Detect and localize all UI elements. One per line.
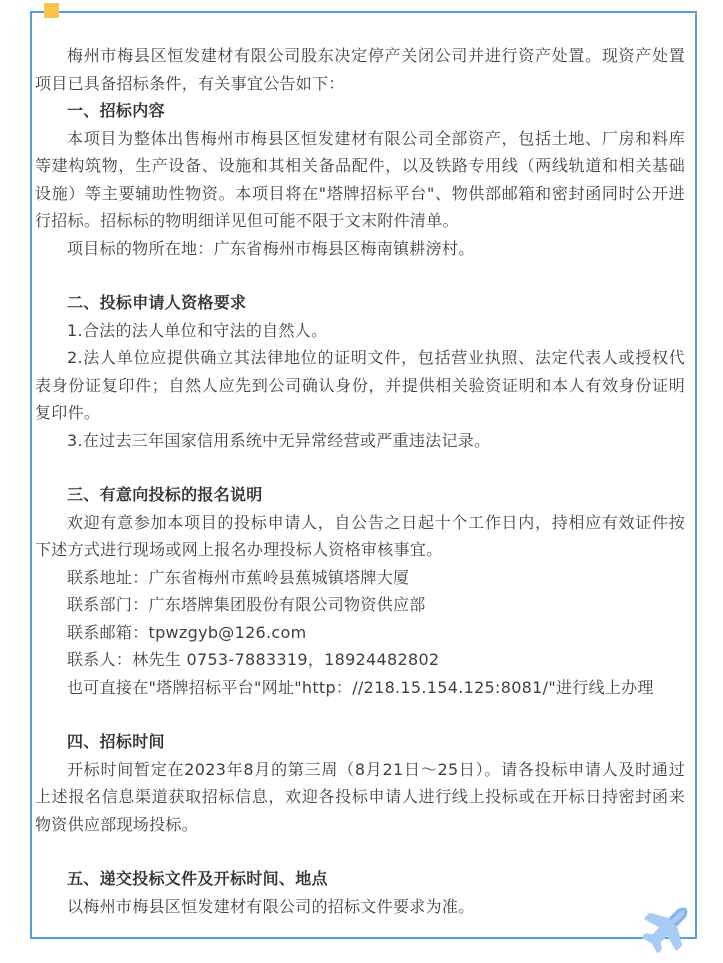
section-heading: 四、招标时间: [67, 732, 165, 751]
intro-paragraph: 梅州市梅县区恒发建材有限公司股东决定停产关闭公司并进行资产处置。现资产处置项目已具备招标条件，有关事宜公告如下：: [35, 46, 685, 93]
section-submission-and-opening: [35, 865, 685, 920]
online-platform-note: 也可直接在"塔牌招标平台"网址"http：//218.15.154.125:8081/"进行线上办理: [67, 677, 654, 697]
section-paragraph: 项目标的物所在地：广东省梅州市梅县区梅南镇耕滂村。: [67, 238, 475, 258]
section-heading: 一、招标内容: [67, 101, 165, 120]
section-bidding-time: [35, 728, 685, 838]
contact-email: 联系邮箱：tpwzgyb@126.com: [67, 622, 307, 642]
section-paragraph: 1.合法的法人单位和守法的自然人。: [67, 320, 328, 340]
section-heading: 二、投标申请人资格要求: [67, 293, 247, 312]
section-heading: 三、有意向投标的报名说明: [67, 485, 263, 504]
section-paragraph: 开标时间暂定在2023年8月的第三周（8月21日～25日）。请各投标申请人及时通过上述报名信息渠道获取招标信息，欢迎各投标申请人进行线上投标或在开标日持密封函来物资供应部现场投标。: [35, 759, 685, 834]
section-paragraph: 欢迎有意参加本项目的投标申请人，自公告之日起十个工作日内，持相应有效证件按下述方式进行现场或网上报名办理投标人资格审核事宜。: [35, 512, 685, 559]
section-paragraph: 本项目为整体出售梅州市梅县区恒发建材有限公司全部资产，包括土地、厂房和料库等建构筑物，生产设备、设施和其相关备品配件，以及铁路专用线（两线轨道和相关基础设施）等主要辅助性物资。本项目将在"塔牌招标平台"、物供部邮箱和密封函同时公开进行招标。招标标的物明细详见但可能不限于文末附件清单。: [35, 128, 685, 230]
section-paragraph: 以梅州市梅县区恒发建材有限公司的招标文件要求为准。: [67, 896, 475, 916]
section-bidder-qualifications: [35, 289, 685, 454]
contact-address: 联系地址：广东省梅州市蕉岭县蕉城镇塔牌大厦: [67, 567, 410, 587]
contact-department: 联系部门：广东塔牌集团股份有限公司物资供应部: [67, 595, 426, 614]
section-paragraph: 3.在过去三年国家信用系统中无异常经营或严重违法记录。: [67, 430, 491, 450]
section-registration-instructions: [35, 481, 685, 701]
accent-square-decoration: [44, 3, 59, 18]
section-paragraph: 2.法人单位应提供确立其法律地位的证明文件，包括营业执照、法定代表人或授权代表身份证复印件；自然人应先到公司确认身份，并提供相关验资证明和本人有效身份证明复印件。: [35, 348, 685, 422]
section-heading: 五、递交投标文件及开标时间、地点: [67, 869, 328, 888]
section-bidding-content: [35, 97, 685, 262]
contact-person: 联系人：林先生 0753-7883319，18924482802: [67, 650, 440, 669]
content-frame: [30, 11, 697, 939]
